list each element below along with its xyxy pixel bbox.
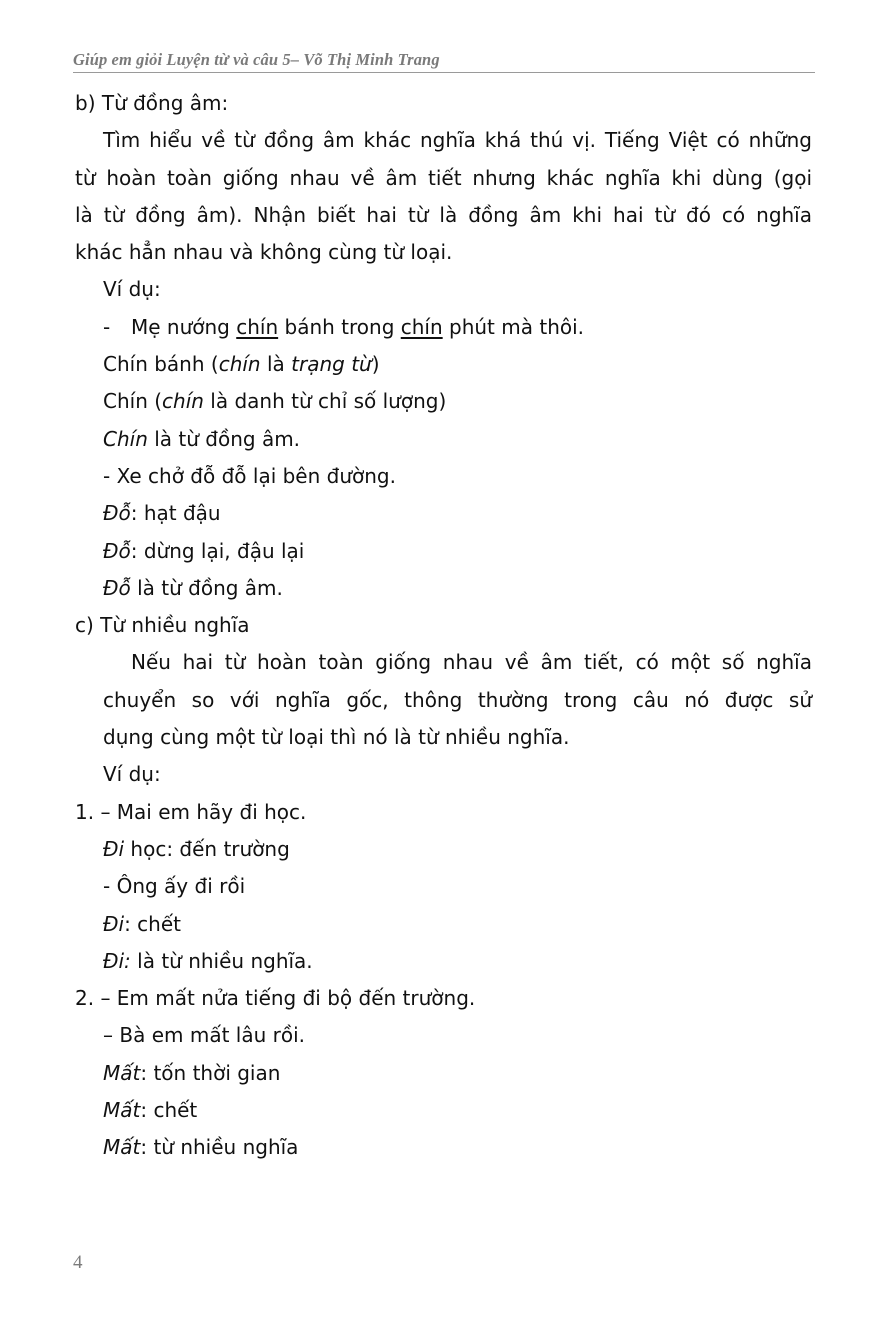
- section-b-heading: b) Từ đồng âm:: [75, 91, 229, 115]
- section-c-heading: c) Từ nhiều nghĩa: [75, 613, 250, 638]
- example-sentence-2: - Xe chở đỗ đỗ lại bên đường.: [103, 463, 396, 488]
- section-b-paragraph-line: là từ đồng âm). Nhận biết hai từ là đồng âm khi hai từ đó có nghĩa: [75, 202, 812, 227]
- explanation-line: Đi: là từ nhiều nghĩa.: [103, 948, 313, 973]
- explanation-line: Chín là từ đồng âm.: [103, 426, 301, 451]
- example-label: Ví dụ:: [103, 762, 161, 787]
- explanation-line: Đi: chết: [103, 911, 181, 936]
- section-c-paragraph-line: chuyển so với nghĩa gốc, thông thường trong câu nó được sử: [103, 687, 812, 712]
- page-number: 4: [73, 1252, 83, 1273]
- explanation-line: Đỗ là từ đồng âm.: [103, 575, 283, 600]
- section-b-paragraph-line: khác hẳn nhau và không cùng từ loại.: [75, 240, 453, 265]
- section-b-paragraph-line: từ hoàn toàn giống nhau về âm tiết nhưng khác nghĩa khi dùng (gọi: [75, 165, 812, 190]
- explanation-line: Đỗ: hạt đậu: [103, 501, 221, 526]
- explanation-line: Đi học: đến trường: [103, 836, 290, 861]
- section-c-paragraph-line: Nếu hai từ hoàn toàn giống nhau về âm tiết, có một số nghĩa: [131, 650, 812, 675]
- explanation-line: Mất: từ nhiều nghĩa: [103, 1135, 299, 1160]
- numbered-item-2: 2. – Em mất nửa tiếng đi bộ đến trường.: [75, 986, 476, 1011]
- page-body: [75, 85, 812, 1167]
- explanation-line: Chín bánh (chín là trạng từ): [103, 352, 380, 377]
- running-header: Giúp em giỏi Luyện từ và câu 5– Võ Thị Minh Trang: [73, 50, 440, 69]
- dash-bullet: -: [103, 314, 111, 339]
- section-c-paragraph-line: dụng cùng một từ loại thì nó là từ nhiều nghĩa.: [103, 725, 570, 750]
- explanation-line: Đỗ: dừng lại, đậu lại: [103, 538, 305, 563]
- header-divider: [73, 72, 815, 73]
- section-b-paragraph-line: Tìm hiểu về từ đồng âm khác nghĩa khá thú vị. Tiếng Việt có những: [103, 128, 812, 153]
- example-label: Ví dụ:: [103, 277, 161, 302]
- explanation-line: – Bà em mất lâu rồi.: [103, 1023, 305, 1048]
- example-sentence-1: [75, 309, 812, 346]
- explanation-line: Mất: tốn thời gian: [103, 1060, 281, 1085]
- explanation-line: Chín (chín là danh từ chỉ số lượng): [103, 389, 447, 414]
- explanation-line: - Ông ấy đi rồi: [103, 874, 246, 899]
- example-text: Mẹ nướng chín bánh trong chín phút mà thôi.: [131, 314, 585, 339]
- explanation-line: Mất: chết: [103, 1098, 198, 1123]
- numbered-item-1: 1. – Mai em hãy đi học.: [75, 799, 307, 824]
